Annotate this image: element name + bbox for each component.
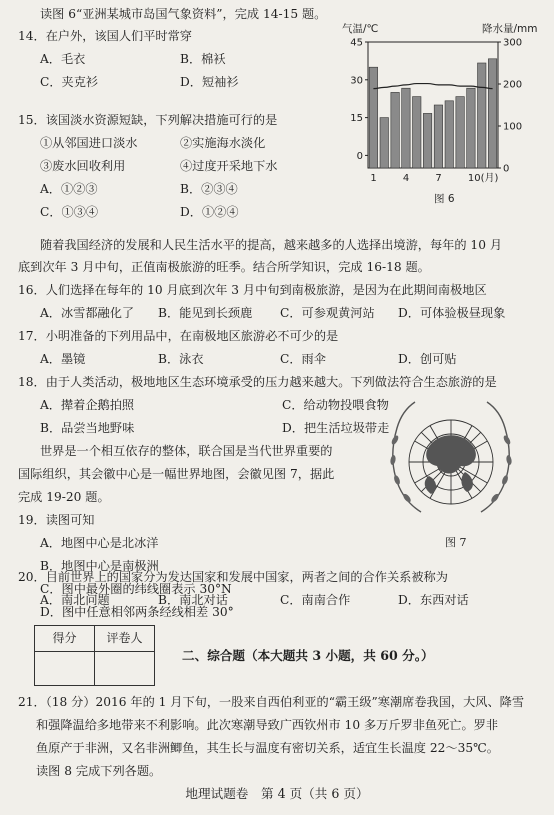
precipitation-bar: [478, 63, 486, 168]
grader-cell[interactable]: [95, 652, 155, 686]
q15-item-3: ③废水回收利用: [40, 159, 126, 173]
q14-option-b[interactable]: B．棉袄: [180, 52, 226, 66]
q15-option-d[interactable]: D．①②④: [180, 205, 239, 219]
chart-right-axis-label: 降水量/mm: [482, 23, 538, 35]
right-axis-tick-label: 200: [503, 79, 523, 91]
figure-6-caption: 图 6: [434, 193, 455, 205]
q15-option-a[interactable]: A．①②③: [40, 182, 98, 196]
question-14-stem: 14．在户外，该国人们平时常穿: [18, 29, 192, 43]
left-axis-tick-label: 0: [356, 150, 363, 162]
q15-item-1: ①从邻国进口淡水: [40, 136, 138, 150]
left-axis-tick-label: 45: [350, 37, 363, 49]
section-two-title: 二、综合题（本大题共 3 小题，共 60 分。）: [182, 648, 434, 663]
score-header: 得分: [35, 626, 95, 652]
question-15-stem: 15．该国淡水资源短缺，下列解决措施可行的是: [18, 113, 278, 127]
q17-option-a[interactable]: A．墨镜: [40, 352, 86, 366]
precipitation-bar: [423, 113, 431, 168]
q18-option-b[interactable]: B．品尝当地野味: [40, 421, 135, 435]
precipitation-bar: [445, 101, 453, 168]
intro-q16-18-line1: 随着我国经济的发展和人民生活水平的提高，越来越多的人选择出境游，每年的 10 月: [40, 238, 503, 252]
grader-header: 评卷人: [95, 626, 155, 652]
question-21-line4: 读图 8 完成下列各题。: [36, 764, 162, 778]
question-21-line3: 鱼原产于非洲，又名非洲鲫鱼，其生长与温度有密切关系，适宜生长温度 22～35℃。: [36, 741, 499, 755]
figure-7-caption: 图 7: [445, 536, 467, 549]
precipitation-bar: [413, 97, 421, 168]
q17-option-c[interactable]: C．雨伞: [280, 352, 326, 366]
question-21-line2: 和强降温给多地带来不利影响。此次寒潮导致广西钦州市 10 多万斤罗非鱼死亡。罗非: [36, 718, 499, 732]
q14-option-a[interactable]: A．毛衣: [40, 52, 86, 66]
precipitation-bar: [380, 118, 388, 168]
q14-option-c[interactable]: C．夹克衫: [40, 75, 99, 89]
q15-option-c[interactable]: C．①③④: [40, 205, 99, 219]
q15-item-4: ④过度开采地下水: [180, 159, 278, 173]
figure-7-un-emblem: [385, 400, 517, 550]
right-axis-tick-label: 300: [503, 37, 523, 49]
x-axis-tick-label: 1: [370, 173, 377, 184]
q20-option-c[interactable]: C．南南合作: [280, 593, 351, 607]
precipitation-bar: [456, 97, 464, 168]
score-cell[interactable]: [35, 652, 95, 686]
q18-option-a[interactable]: A．撵着企鹅拍照: [40, 398, 135, 412]
q16-option-c[interactable]: C．可参观黄河站: [280, 306, 375, 320]
q15-option-b[interactable]: B．②③④: [180, 182, 238, 196]
q19-option-a[interactable]: A．地图中心是北冰洋: [40, 536, 159, 550]
left-axis-tick-label: 15: [350, 113, 363, 125]
q16-option-d[interactable]: D．可体验极昼现象: [398, 306, 506, 320]
q18-option-d[interactable]: D．把生活垃圾带走: [282, 421, 390, 435]
score-table: [34, 625, 155, 686]
precipitation-bar: [402, 88, 410, 168]
figure-6-climate-chart: [338, 20, 550, 205]
question-17-stem: 17．小明准备的下列用品中，在南极地区旅游必不可少的是: [18, 329, 339, 343]
precipitation-bar: [369, 67, 377, 168]
q16-option-b[interactable]: B．能见到长颈鹿: [158, 306, 253, 320]
q20-option-a[interactable]: A．南北问题: [40, 593, 110, 607]
x-axis-tick-label: 4: [402, 173, 410, 184]
precipitation-bar: [467, 88, 475, 168]
intro-q19-20-line2: 国际组织，其会徽中心是一幅世界地图，会徽见图 7，据此: [18, 467, 335, 481]
precipitation-bar: [488, 59, 496, 168]
q20-option-d[interactable]: D．东西对话: [398, 593, 469, 607]
x-axis-tick-label: 7: [435, 173, 442, 184]
emblem-continents-icon: [426, 435, 476, 473]
intro-q19-20-line1: 世界是一个相互依存的整体，联合国是当代世界重要的: [40, 444, 333, 458]
question-18-stem: 18．由于人类活动，极地地区生态环境承受的压力越来越大。下列做法符合生态旅游的是: [18, 375, 497, 389]
q15-item-2: ②实施海水淡化: [180, 136, 266, 150]
x-axis-tick-label: 10(月): [467, 173, 499, 184]
q17-option-b[interactable]: B．泳衣: [158, 352, 204, 366]
precipitation-bar: [391, 92, 399, 168]
question-21-line1: 21．（18 分）2016 年的 1 月下旬，一股来自西伯利亚的“霸王级”寒潮席卷我国，大风、降雪: [18, 695, 525, 709]
q16-option-a[interactable]: A．冰雪都融化了: [40, 306, 135, 320]
q17-option-d[interactable]: D．创可贴: [398, 352, 457, 366]
precipitation-bar: [434, 105, 442, 168]
left-axis-tick-label: 30: [350, 75, 363, 87]
q19-option-b[interactable]: B．地图中心是南极洲: [40, 559, 159, 573]
q18-option-c[interactable]: C．给动物投喂食物: [282, 398, 389, 412]
chart-left-axis-label: 气温/℃: [342, 23, 379, 35]
question-20-stem: 20．目前世界上的国家分为发达国家和发展中国家，两者之间的合作关系被称为: [18, 570, 448, 584]
page-footer: 地理试题卷 第 4 页（共 6 页）: [185, 786, 369, 801]
right-axis-tick-label: 100: [503, 121, 523, 133]
intro-q19-20-line3: 完成 19-20 题。: [18, 490, 110, 504]
question-16-stem: 16．人们选择在每年的 10 月底到次年 3 月中旬到南极旅游，是因为在此期间南极地区: [18, 283, 487, 297]
intro-q16-18-line2: 底到次年 3 月中旬，正值南极旅游的旺季。结合所学知识，完成 16-18 题。: [18, 260, 430, 274]
question-19-stem: 19．读图可知: [18, 513, 95, 527]
right-axis-tick-label: 0: [503, 163, 510, 175]
intro-q14-15: 读图 6“亚洲某城市岛国气象资料”，完成 14-15 题。: [40, 7, 327, 21]
q19-option-d[interactable]: D．图中任意相邻两条经线相差 30°: [40, 605, 234, 619]
q14-option-d[interactable]: D．短袖衫: [180, 75, 239, 89]
temperature-line: [373, 84, 492, 89]
q20-option-b[interactable]: B．南北对话: [158, 593, 228, 607]
q19-option-c[interactable]: C．图中最外圈的纬线圈表示 30°N: [40, 582, 232, 596]
